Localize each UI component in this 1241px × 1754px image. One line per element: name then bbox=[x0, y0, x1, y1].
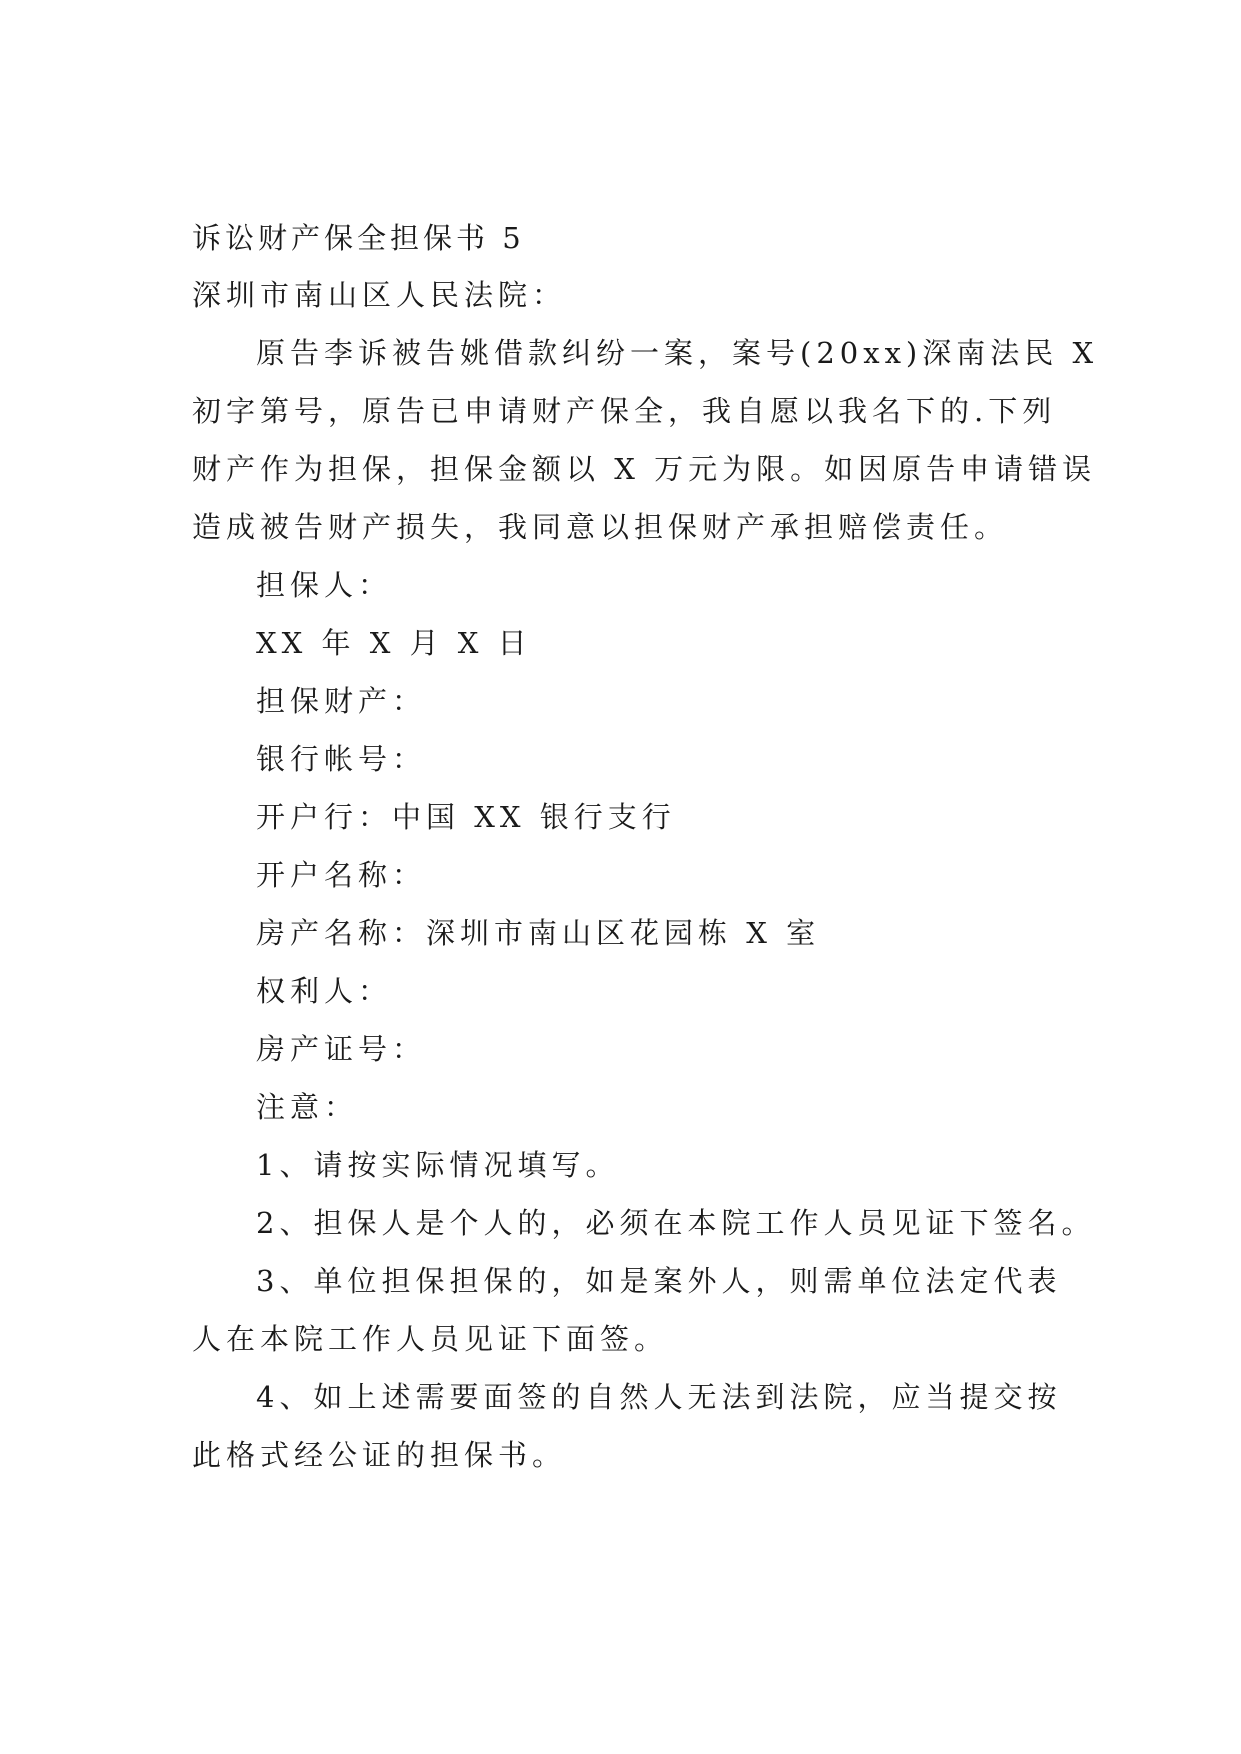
date-line: XX 年 X 月 X 日 bbox=[256, 626, 532, 660]
note-line: 2、担保人是个人的，必须在本院工作人员见证下签名。 bbox=[256, 1206, 1096, 1240]
note-line: 4、如上述需要面签的自然人无法到法院，应当提交按 bbox=[256, 1380, 1062, 1414]
notes-list bbox=[192, 1136, 1096, 1484]
body-line: 造成被告财产损失，我同意以担保财产承担赔偿责任。 bbox=[192, 510, 1009, 544]
guarantee-property-label: 担保财产： bbox=[256, 684, 427, 718]
body-line: 初字第号，原告已申请财产保全，我自愿以我名下的.下列 bbox=[192, 394, 1057, 428]
addressee: 深圳市南山区人民法院： bbox=[192, 278, 567, 312]
property-certificate-label: 房产证号： bbox=[256, 1032, 427, 1066]
guarantor-label: 担保人： bbox=[256, 568, 393, 602]
note-line: 此格式经公证的担保书。 bbox=[192, 1438, 567, 1472]
bank-account-label: 银行帐号： bbox=[256, 742, 427, 776]
body-paragraph bbox=[192, 324, 1099, 556]
notice-heading: 注意： bbox=[256, 1090, 359, 1124]
note-line: 1、请按实际情况填写。 bbox=[256, 1148, 620, 1182]
document-page bbox=[192, 218, 1099, 1484]
form-fields bbox=[192, 556, 1052, 1136]
note-item bbox=[192, 1252, 1062, 1368]
note-item bbox=[192, 1368, 1062, 1484]
account-name-label: 开户名称： bbox=[256, 858, 427, 892]
opening-bank-line: 开户行：中国 XX 银行支行 bbox=[256, 800, 676, 834]
note-item bbox=[192, 1136, 1052, 1194]
body-line: 原告李诉被告姚借款纠纷一案，案号(20xx)深南法民 X bbox=[256, 336, 1099, 370]
property-name-line: 房产名称：深圳市南山区花园栋 X 室 bbox=[256, 916, 821, 950]
note-line: 人在本院工作人员见证下面签。 bbox=[192, 1322, 669, 1356]
note-line: 3、单位担保担保的，如是案外人，则需单位法定代表 bbox=[256, 1264, 1062, 1298]
body-line: 财产作为担保，担保金额以 X 万元为限。如因原告申请错误 bbox=[192, 452, 1097, 486]
document-title: 诉讼财产保全担保书 5 bbox=[192, 221, 525, 255]
rights-holder-label: 权利人： bbox=[256, 974, 393, 1008]
note-item bbox=[192, 1194, 1096, 1252]
